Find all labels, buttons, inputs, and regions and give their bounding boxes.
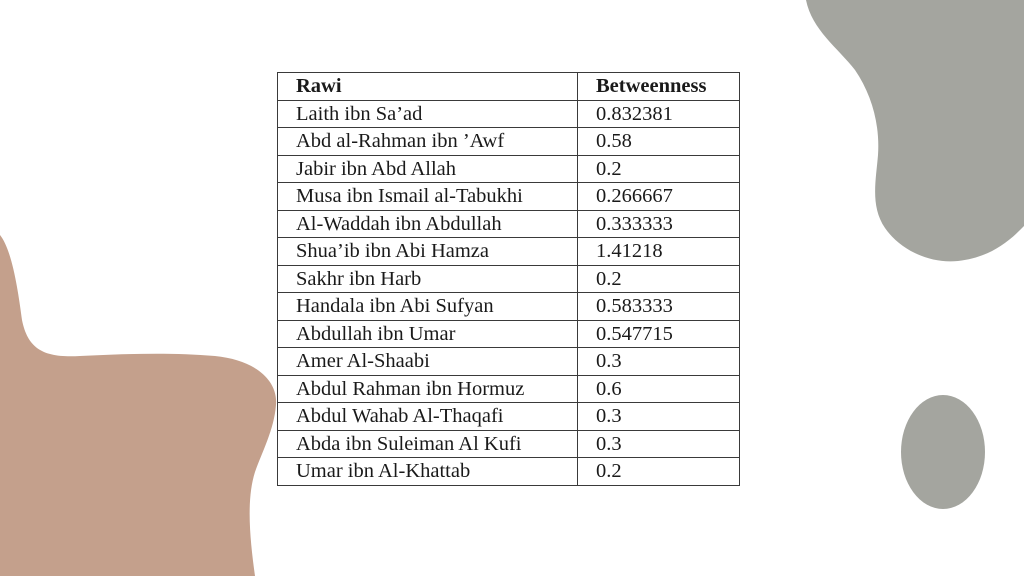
table-row <box>278 100 740 128</box>
table-row <box>278 430 740 458</box>
table-row <box>278 320 740 348</box>
rawi-cell: Shua’ib ibn Abi Hamza <box>278 238 578 266</box>
rawi-cell: Abdullah ibn Umar <box>278 320 578 348</box>
gray-blob-top <box>806 0 1024 261</box>
betweenness-cell: 0.58 <box>578 128 740 156</box>
betweenness-cell: 0.266667 <box>578 183 740 211</box>
rawi-cell: Amer Al-Shaabi <box>278 348 578 376</box>
betweenness-cell: 0.583333 <box>578 293 740 321</box>
betweenness-cell: 0.2 <box>578 265 740 293</box>
table-row <box>278 348 740 376</box>
betweenness-cell: 0.333333 <box>578 210 740 238</box>
table-row <box>278 238 740 266</box>
rawi-cell: Jabir ibn Abd Allah <box>278 155 578 183</box>
rawi-cell: Handala ibn Abi Sufyan <box>278 293 578 321</box>
rawi-cell: Al-Waddah ibn Abdullah <box>278 210 578 238</box>
betweenness-cell: 0.3 <box>578 348 740 376</box>
betweenness-cell: 0.6 <box>578 375 740 403</box>
table-row <box>278 210 740 238</box>
table-row <box>278 293 740 321</box>
table-row <box>278 458 740 486</box>
table-row <box>278 403 740 431</box>
rawi-cell: Abd al-Rahman ibn ’Awf <box>278 128 578 156</box>
betweenness-table <box>277 72 740 486</box>
rawi-cell: Abda ibn Suleiman Al Kufi <box>278 430 578 458</box>
betweenness-cell: 0.2 <box>578 458 740 486</box>
table-row <box>278 183 740 211</box>
gray-blob-oval <box>901 395 985 509</box>
header-rawi: Rawi <box>278 73 578 101</box>
rawi-cell: Abdul Rahman ibn Hormuz <box>278 375 578 403</box>
table-header <box>278 73 740 101</box>
header-row <box>278 73 740 101</box>
table-row <box>278 265 740 293</box>
rawi-cell: Sakhr ibn Harb <box>278 265 578 293</box>
betweenness-cell: 0.2 <box>578 155 740 183</box>
betweenness-cell: 0.832381 <box>578 100 740 128</box>
tan-blob <box>0 235 276 576</box>
rawi-cell: Umar ibn Al-Khattab <box>278 458 578 486</box>
rawi-cell: Musa ibn Ismail al-Tabukhi <box>278 183 578 211</box>
table-row <box>278 128 740 156</box>
table-body <box>278 100 740 485</box>
betweenness-cell: 1.41218 <box>578 238 740 266</box>
header-betweenness: Betweenness <box>578 73 740 101</box>
betweenness-table-container <box>277 72 739 486</box>
betweenness-cell: 0.3 <box>578 430 740 458</box>
rawi-cell: Abdul Wahab Al-Thaqafi <box>278 403 578 431</box>
table-row <box>278 155 740 183</box>
betweenness-cell: 0.547715 <box>578 320 740 348</box>
table-row <box>278 375 740 403</box>
rawi-cell: Laith ibn Sa’ad <box>278 100 578 128</box>
betweenness-cell: 0.3 <box>578 403 740 431</box>
